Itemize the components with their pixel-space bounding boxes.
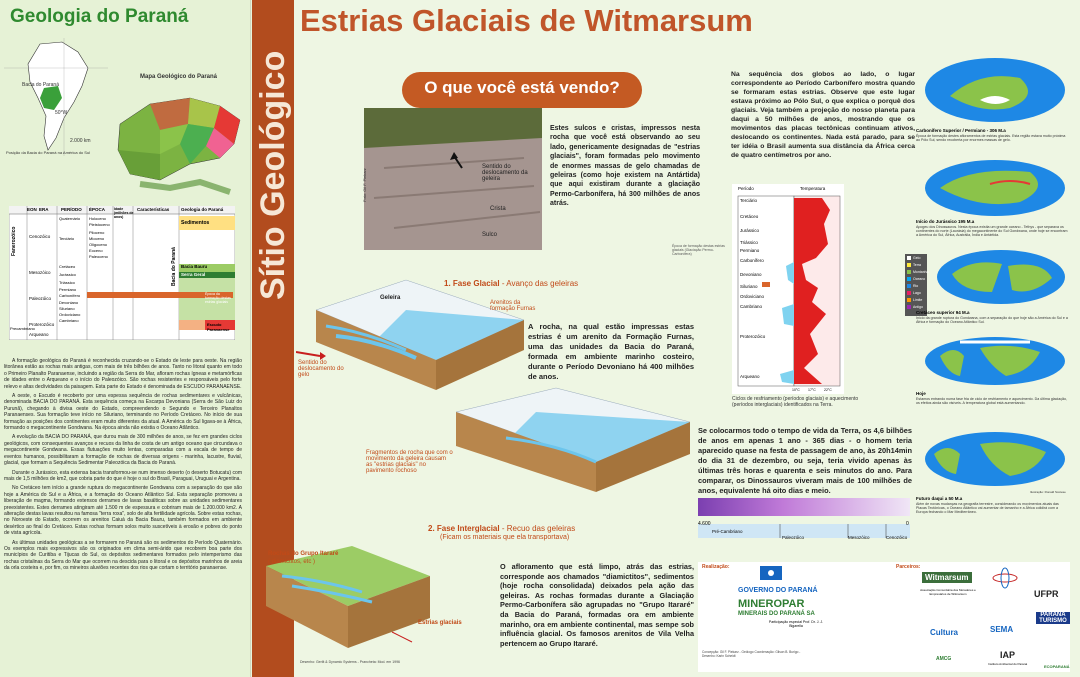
- paragraph: A oeste, o Escudo é recoberto por uma espessa sequência de rochas sedimentares e vulcânicas, denominada BACIA DO PARANÁ. Esta sequência começa na Escarpa Devoniana (Serra de São Luiz do Purunã), chegando à divisa oeste do Estado, compreendendo o Segundo e Terceiro Planaltos Paranaenses. Sua formação teve início no Siluriano, terminando no Período Cretáceo. No início de sua formação as posições dos continentes eram muito diferentes da atual. A América do Sul ligava-se à África, formando o megacontinente Gondwana. Na época ainda não existia o Oceano Atlântico.: [4, 393, 242, 432]
- phase2-subtitle: (Ficam os materiais que ela transportava): [440, 534, 570, 541]
- th-epoca: ÉPOCA: [89, 207, 106, 212]
- unit-serra-geral: Serra Geral: [181, 272, 206, 277]
- globe-title-5: Futuro daqui a 50 M.a: [916, 496, 963, 501]
- globe-text-1: Época de formação destes afloramentos de estrias glaciais. Esta região estava muito próxima ao Pólo Sul, sendo recoberta por enormes massas de gelo.: [916, 134, 1066, 142]
- label-realizacao: Realização:: [702, 564, 730, 570]
- chart-period-devoniano: Devoniano: [740, 272, 762, 277]
- map-caption: Posição da Bacia do Paraná na América do Sul: [6, 150, 91, 155]
- label-parceiros: Parceiros:: [896, 564, 921, 570]
- globe-text-3: Início da grande ruptura do Gondwana, com a separação do que hoje são a América do Sul e a África e formação do Oceano Atlântico Sul.: [916, 316, 1068, 324]
- phase1-text: A rocha, na qual estão impressas estas estrias é um arenito da Formação Furnas, uma das unidades da Bacia do Paraná, formada em ambiente marinho costeiro, durante o Período Devoniano há 400 milhões de anos.: [528, 322, 694, 381]
- paragraph: Durante o Jurássico, esta extensa bacia transformou-se num imenso deserto (o deserto Botucatu) com mais de 1,5 milhões de km2, que cobria parte do que é hoje o sul do Brasil, Paraguai, Uruguai e Argentina.: [4, 469, 242, 482]
- logo-minerais: MINERAIS DO PARANÁ SA: [738, 611, 815, 617]
- globe-title-2: Início do Jurássico 195 M.a: [916, 219, 975, 224]
- bacia-label: Bacia do Paraná: [22, 82, 59, 88]
- logo-ufpr: UFPR: [1034, 589, 1059, 599]
- photo-label-crista: Crista: [490, 206, 506, 212]
- th-periodo: PERÍODO: [61, 207, 82, 212]
- witmarsum-text: Associação Comunitária dos Moradores e Empresários de Witmarsum: [920, 588, 976, 596]
- phase1-title-main: 1. Fase Glacial: [444, 279, 500, 288]
- fragmentos-diagram: [446, 382, 692, 502]
- logo-cultura: Cultura: [930, 628, 958, 637]
- left-panel-body: [4, 358, 242, 575]
- legend-lago: Lago: [913, 291, 921, 295]
- lat-label: 50°W: [55, 110, 68, 116]
- chart-period-terciario: Terciário: [740, 198, 758, 203]
- era-cenozoico: Cenozóico: [29, 234, 51, 239]
- phase2-title-main: 2. Fase Interglacial: [428, 524, 500, 533]
- paragraph: A formação geológica do Paraná é reconhecida cruzando-se o Estado de leste para oeste. Na região litorânea estão as rochas mais antigas, com mais de três bilhões de anos. Tanto no litoral quanto em todo o Primeiro Planalto Paranaense, incluindo a região da Serra do Mar, afloram rochas ígneas e metamórficas de idades entre o Arqueano e o início do Paleozóico. São rochas resistentes e responsáveis pelo forte relevo e altas declividades da paisagem. Esta parte do Estado é denominada de ESCUDO PARANAENSE.: [4, 358, 242, 390]
- period-siluriano: Siluriano: [59, 306, 75, 311]
- timeline-label-paleo: Paleozóico: [782, 535, 805, 540]
- globe-futuro: [920, 430, 1070, 488]
- side-title: Sítio Geológico: [254, 50, 292, 300]
- phase1-diagram: [296, 270, 526, 400]
- globe-text-5: Além de novas mudanças na geografia terrestre, considerando os movimentos atuais das Placas Tectônicas, o Oceano Atlântico vai aumentar de tamanho e a África colidirá com a Europa fechando o Mar Mediterrâneo.: [916, 502, 1059, 514]
- period-quaternario: Quaternário: [59, 216, 81, 221]
- chart-caption: Ciclos de resfriamento (períodos glaciais) e aquecimento (períodos interglaciais) identificados na Terra.: [732, 396, 859, 408]
- geological-time-table: [9, 206, 235, 345]
- epoch-mioceno: Mioceno: [89, 236, 105, 241]
- phase1-label-arenitos: Arenitos da formação Furnas: [490, 300, 536, 312]
- eon-fanerozoico: Fanerozóico: [11, 226, 17, 256]
- logo-ecoparana: ECOPARANÁ: [1044, 664, 1070, 669]
- period-cretaceo: Cretáceo: [59, 264, 76, 269]
- timeline-start: 4.600: [698, 521, 711, 527]
- chart-tick-10: 10°C: [792, 388, 800, 392]
- phase1-title-suffix: - Avanço das geleiras: [501, 279, 579, 288]
- legend-terra: Terra: [913, 263, 921, 267]
- photo-label-sulco: Sulco: [482, 232, 498, 238]
- unit-bacia-bauru: Bacia Bauru: [181, 264, 208, 269]
- eon-precambriano: Precambriano: [10, 326, 35, 331]
- globe-carbonifero: [920, 56, 1070, 124]
- globe-title-3: Cretáceo superior 94 M.a: [916, 310, 970, 315]
- timeline-label-meso: Mesozóico: [848, 535, 870, 540]
- legend-rio: Rio: [913, 284, 919, 288]
- period-cambriano: Cambriano: [59, 318, 79, 323]
- unit-bacia-parana: Bacia do Paraná: [171, 247, 177, 286]
- phase2-label-estrias: Estrias glaciais: [418, 620, 462, 626]
- era-proterozoico: Proterozóico: [29, 322, 55, 327]
- epoch-eoceno: Eoceno: [89, 248, 103, 253]
- chart-period-cretaceo: Cretáceo: [740, 214, 759, 219]
- timeline-end: 0: [906, 521, 909, 527]
- photo-credit: Foto: Gil F. Piekarz: [362, 168, 367, 202]
- th-eon: EON: [27, 207, 37, 212]
- globe-text-4: Estamos entrando numa fase fria de ciclo de resfriamento e aquecimento. Da última glaciação, os efeitos ainda são visíveis. A temperatura global está aumentando.: [916, 397, 1068, 405]
- globe-cretaceo: [932, 248, 1070, 306]
- epoch-pleistoceno: Pleistoceno: [89, 222, 110, 227]
- logo-iap-text: Instituto Ambiental do Paraná: [988, 662, 1028, 666]
- unit-escudo: Escudo Paranaense: [207, 322, 230, 332]
- chart-period-carbonifero: Carbonífero: [740, 258, 764, 263]
- logo-parana-turismo: PARANÁ TURISMO: [1036, 612, 1070, 624]
- legend-gelo: Gelo: [913, 256, 921, 260]
- period-ordoviciano: Ordoviciano: [59, 312, 81, 317]
- epoch-paleoceno: Paleoceno: [89, 254, 108, 259]
- chart-period-cambriano: Cambriano: [740, 304, 763, 309]
- phase1-label-sentido: Sentido do deslocamento do gelo: [298, 360, 344, 378]
- phase2-label-rochas: Rochas do Grupo Itararé: [268, 551, 339, 557]
- scale-label: 2.000 km: [70, 138, 91, 144]
- south-america-map: [4, 38, 108, 156]
- legend-montanha: Montanha: [913, 270, 929, 274]
- fragmentos-label: Fragmentos de rocha que com o movimento da geleira causam as "estrias glaciais" no pavimento rochoso: [366, 450, 453, 474]
- legend-antigo: Antigo: [913, 305, 923, 309]
- phase2-title-suffix: - Recuo das geleiras: [501, 524, 576, 533]
- mapa-title: Mapa Geológico do Paraná: [140, 74, 218, 80]
- chart-note: Época de formação destas estrias glaciais (Glaciação Permo-Carbonífera): [672, 244, 725, 256]
- phase2-title: [428, 524, 575, 533]
- logo-witmarsum: Witmarsum: [922, 572, 972, 583]
- chart-period-permiano: Permiano: [740, 248, 760, 253]
- epoch-holoceno: Holoceno: [89, 216, 106, 221]
- globe-legend-labels: [913, 255, 929, 311]
- chart-tick-22: 22°C: [824, 388, 832, 392]
- th-geologia: Geologia do Paraná: [181, 207, 224, 212]
- chart-tick-17: 17°C: [808, 388, 816, 392]
- unit-sedimentos: Sedimentos: [181, 220, 210, 226]
- chart-period-siluriano: Siluriano: [740, 284, 758, 289]
- globe-text-2: Apogeu dos Dinossauros. Nesta época existia um grande oceano - Tethys - que separava os continentes do norte (Laurásia) do megacontinente do Sul Gondwana, onde hoje se encontram a América do Sul, África, Austrália, Índia e Antártida.: [916, 225, 1068, 237]
- legend-oceano: Oceano: [913, 277, 926, 281]
- th-caracteristicas: Características: [137, 207, 170, 212]
- period-terciario: Terciário: [59, 236, 75, 241]
- mineropar-text: Participação especial Prof. Dr. J. J. Bigarella: [768, 620, 824, 628]
- period-triassico: Triássico: [59, 280, 75, 285]
- phase2-label-diamictitos: ( diamictitos, etc ): [268, 559, 316, 565]
- unit-epoca-estrias: Época da formação destas estrias glaciais: [205, 292, 231, 304]
- parana-geological-map: [110, 84, 246, 196]
- chart-header-left: Período: [738, 186, 754, 191]
- globe-hoje: [920, 336, 1070, 386]
- paragraph: As últimas unidades geológicas a se formarem no Paraná são os sedimentos do Período Quaternário. Os exemplos mais expressivos são os originados em clima semi-árido que recobrem boa parte dos municípios de Curitiba e Tijucas do Sul, os depósitos sedimentares formados pelo intemperismo das rochas cristalinas da Serra do Mar que ocorrem na descida para o litoral e os depósitos marinhos de areia da orla costeira e, por fim, os mineiros aluviões recentes dos rios que cortam o território paranaense.: [4, 539, 242, 572]
- period-permiano: Permiano: [59, 287, 77, 292]
- epoch-oligoceno: Oligoceno: [89, 242, 108, 247]
- main-title: Estrias Glaciais de Witmarsum: [300, 3, 753, 38]
- globe-jurassico: [920, 158, 1070, 218]
- paragraph: A evolução da BACIA DO PARANÁ, que durou mais de 300 milhões de anos, se fez em grandes ciclos geológicos, com consequentes avanços e recuos da linha de costa de um antigo oceano que circundava o megacontinente Gondwana. Essas flutuações muito lentas, comparadas com a escala de tempo de eventos humanos, possibilitaram a formação de rochas de diversas origens - marinha, lacustre, fluvial, glacial, que formam a Sequência Sedimentar Paleozóica da Bacia do Paraná.: [4, 434, 242, 467]
- phase2-text: O afloramento que está limpo, atrás das estrias, corresponde aos chamados "diamictitos", sedimentos (hoje rocha consolidada) deixados pela ação das geleiras. As rochas formadas durante a Glaciação Permo-Carbonífera são agrupadas no "Grupo Itararé" da Bacia do Paraná, formadas ora em ambiente marinho, ora em ambiente continental, mas sempe sob influência glacial. Os famosos arenitos de Vila Velha pertencem ao Grupo Itararé.: [500, 562, 694, 648]
- logo-amcg: AMCG: [936, 656, 952, 662]
- left-panel-title: Geologia do Paraná: [10, 6, 189, 27]
- legend-limite: Limite: [913, 298, 923, 302]
- era-paleozoico: Paleozóico: [29, 296, 52, 301]
- phase2-credit: Desenho: Gerlit & Dynamic Systems - Prancheta: Mod. em 1996: [300, 660, 400, 664]
- era-arqueano: Arqueano: [29, 332, 49, 337]
- paragraph: No Cretáceo tem início a grande ruptura do megacontinente Gondwana com a separação do que são hoje a América do Sul e a África, e a formação do Oceano Atlântico Sul. Esta separação promoveu a liberação de magma, formando extensos derrames de lavas basálticas sobre as unidades sedimentares preexistentes. Estes derrames atingiram até 1.500 m de espessura e cobriram mais de 1.200.000 km2. A alteração destas lavas resultou na famosa "terra roxa", solo de alta fertilidade agrícola. Sobre estas rochas, no Noroeste do Estado, ocorrem os arenitos Caiuá da Bacia Bauru, também formados em ambiente desértico ao final do Cretáceo. Estas rochas formam solos muito suscetíveis à erosão e pobres do ponto de vista agrícola.: [4, 485, 242, 537]
- time-text: Se colocarmos todo o tempo de vida da Terra, os 4,6 bilhões de anos em apenas 1 ano - 365 dias - o homem teria aparecido quase na festa de passagem de ano, às 20h14min do dia 31 de dezembro, ou seja, teria vivido apenas às últimas três horas e quarenta e seis minutos do ano. Para comparar, os Dinossauros viveram mais de 100 milhões de anos, equivalente há oito dias e meio.: [698, 426, 912, 495]
- chart-header-right: Temperatura: [800, 186, 826, 191]
- era-mesozoico: Mesozóico: [29, 270, 51, 275]
- globe-title-1: Carbonífero Superior / Permiano - 306 M.a: [916, 128, 1006, 133]
- epoch-plioceno: Plioceno: [89, 230, 105, 235]
- photo-label-sentido: Sentido do deslocamento da geleira: [482, 164, 528, 182]
- globe-title-4: Hoje: [916, 391, 926, 396]
- chart-period-arqueano: Arqueano: [740, 374, 760, 379]
- logo-governo: GOVERNO DO PARANÁ: [738, 587, 818, 594]
- timeline-label-pre: Pré-Cambriano: [712, 529, 743, 534]
- timeline-label-ceno: Cenozóico: [886, 535, 908, 540]
- th-idade: Idade (milhões de anos): [114, 207, 134, 219]
- period-carbonifero: Carbonífero: [59, 293, 81, 298]
- period-jurassico: Jurássico: [59, 272, 76, 277]
- chart-period-proterozoico: Proterozóico: [740, 334, 766, 339]
- globes-text: Na sequência dos globos ao lado, o lugar correspondente ao Período Carbonífero mostra quando se formaram estas estrias. Observe que este lugar estava próximo ao Pólo Sul, o que explica o porquê dos glaciais. Veja também a projeção do nosso planeta para daqui a 50 milhões de anos, mostrando que os movimentos das placas tectônicas continuam ativos, deslocando os continentes. Nada está parado, para se ter idéia o Brasil aumenta sua distância da África cerca de quatro centímetros por ano.: [731, 71, 915, 159]
- partners-footer: Concepção: Gil F. Piekarz - Geólogo Coordenação: Gilson B. Burigo - Desenho: Karin Scheidt: [702, 650, 801, 658]
- chart-period-ordoviciano: Ordoviciano: [740, 294, 765, 299]
- subtitle: O que você está vendo?: [424, 78, 620, 97]
- chart-period-triassico: Triássico: [740, 240, 758, 245]
- logo-mineropar: MINEROPAR: [738, 598, 805, 610]
- phase1-label-geleira: Geleira: [380, 295, 401, 301]
- chart-period-jurassico: Jurássico: [740, 228, 760, 233]
- period-devoniano: Devoniano: [59, 300, 79, 305]
- atom-icon: [990, 566, 1020, 590]
- th-era: ERA: [39, 207, 49, 212]
- logo-sema: SEMA: [990, 625, 1014, 634]
- photo-text: Estes sulcos e cristas, impressos nesta rocha que você está observando ao seu lado, genericamente designadas de "estrias glaciais", foram formadas pelo movimento de enormes massas de gelo chamadas de geleiras (como hoje existem na Antártida) que aqui existiram durante a glaciação Permo-Carbonífera, há 300 milhões de anos atrás.: [550, 125, 700, 208]
- logo-iap: IAP: [1000, 650, 1016, 660]
- globe-credit: Ilustração: Ronald Scotese: [1030, 490, 1066, 494]
